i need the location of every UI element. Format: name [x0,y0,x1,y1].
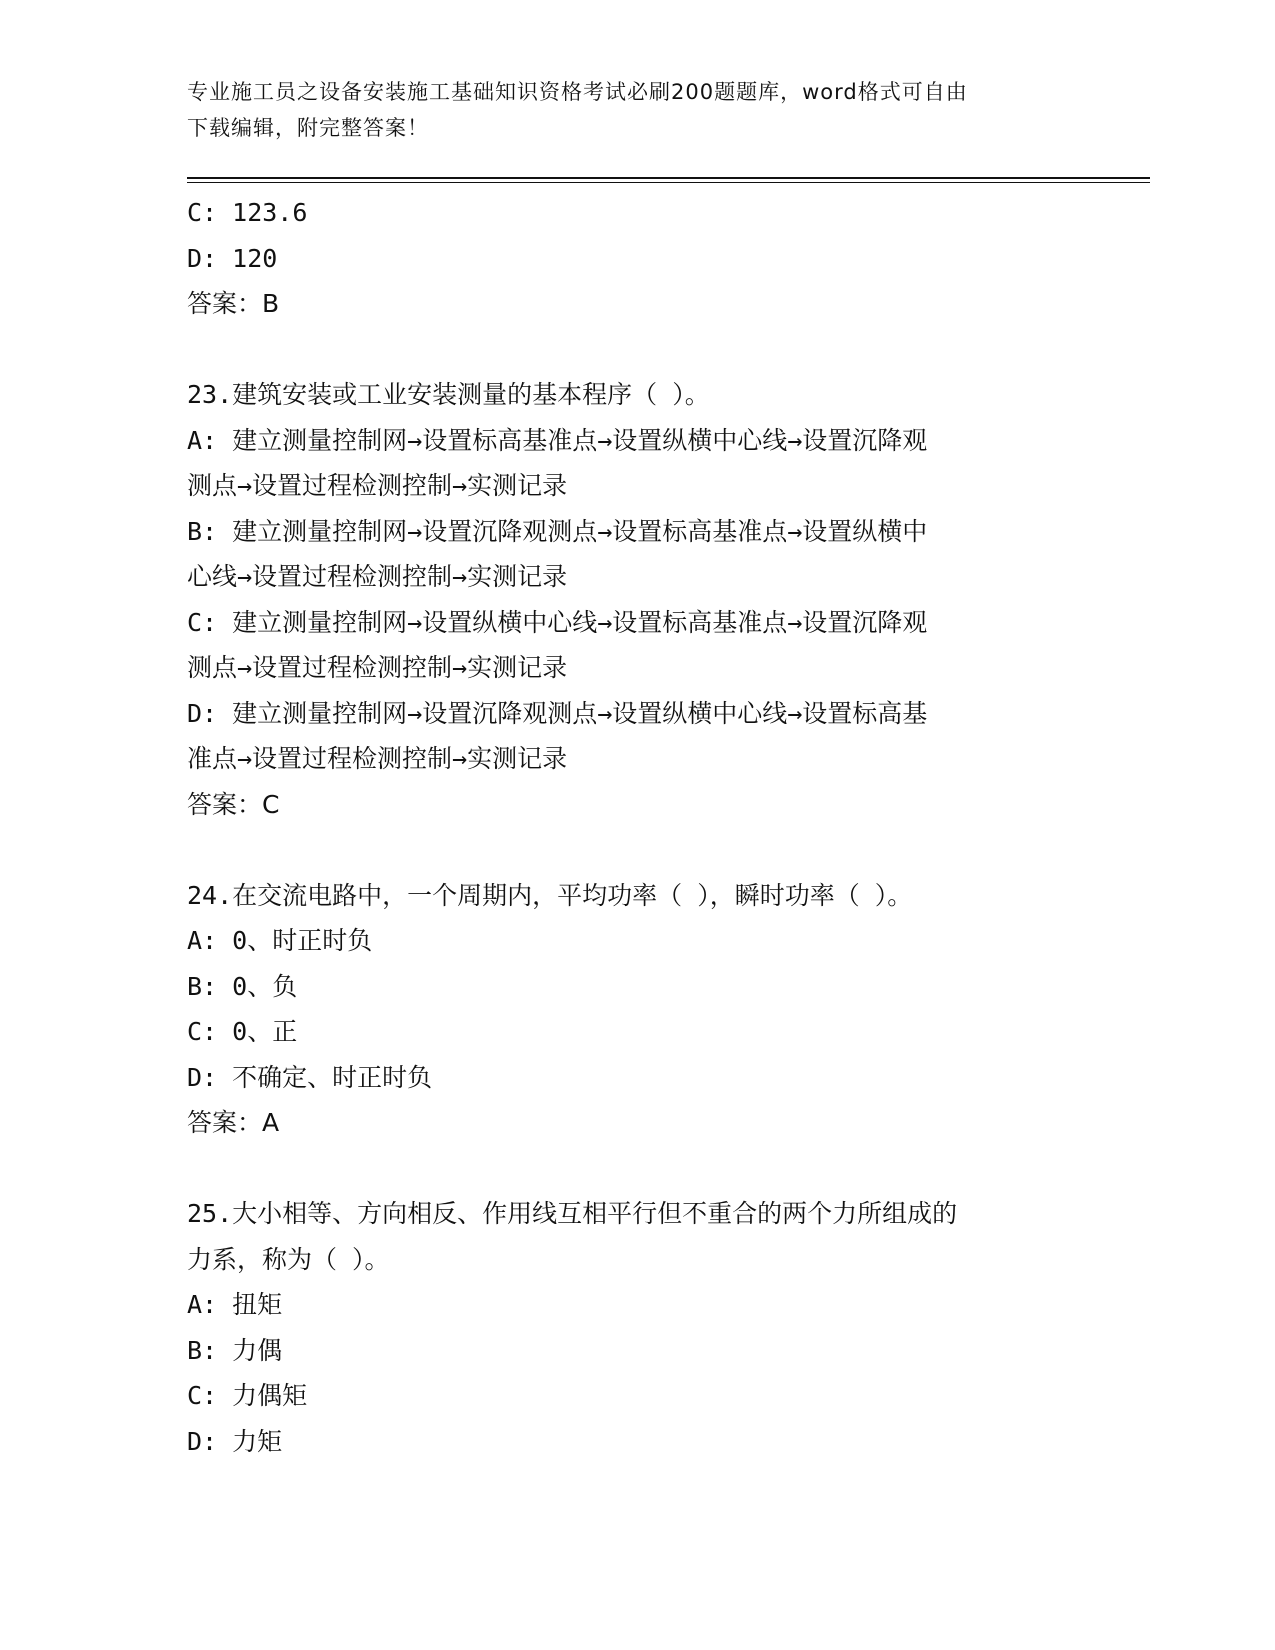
q23-option-d-line-2: 准点→设置过程检测控制→实测记录 [187,744,568,773]
q23-option-d-line-1: D: 建立测量控制网→设置沉降观测点→设置纵横中心线→设置标高基 [187,698,928,728]
q23-option-c-line-1: C: 建立测量控制网→设置纵横中心线→设置标高基准点→设置沉降观 [187,607,928,637]
q22-option-c: C: 123.6 [187,198,308,227]
header-divider-thin [187,182,1150,183]
document-body [187,190,1087,1464]
q25-option-b: B: 力偶 [187,1335,283,1365]
q25-option-a: A: 扭矩 [187,1290,283,1319]
q25-option-c: C: 力偶矩 [187,1381,308,1410]
q24-question: 24.在交流电路中，一个周期内，平均功率（ ），瞬时功率（ ）。 [187,880,913,910]
q23-option-b-line-2: 心线→设置过程检测控制→实测记录 [187,562,568,591]
question-23-block [187,372,1087,827]
q22-answer: 答案：B [187,289,280,318]
q23-option-b-line-1: B: 建立测量控制网→设置沉降观测点→设置标高基准点→设置纵横中 [187,516,928,546]
question-25-block [187,1191,1087,1464]
q24-option-a: A: 0、时正时负 [187,926,373,955]
q25-question-line-1: 25.大小相等、方向相反、作用线互相平行但不重合的两个力所组成的 [187,1199,958,1228]
q23-answer: 答案：C [187,789,280,819]
spacer [187,327,1087,373]
q24-answer: 答案：A [187,1108,280,1137]
q24-option-b: B: 0、负 [187,971,298,1001]
document-header [187,74,1067,146]
question-24-block [187,873,1087,1146]
q25-option-d: D: 力矩 [187,1426,283,1456]
spacer [187,827,1087,873]
q23-option-a-line-2: 测点→设置过程检测控制→实测记录 [187,471,568,500]
q23-option-a-line-1: A: 建立测量控制网→设置标高基准点→设置纵横中心线→设置沉降观 [187,425,928,455]
q23-option-c-line-2: 测点→设置过程检测控制→实测记录 [187,653,568,682]
q25-question-line-2: 力系，称为（ ）。 [187,1244,390,1274]
header-title-line-1: 专业施工员之设备安装施工基础知识资格考试必刷200题题库，word格式可自由 [187,80,968,104]
header-title-line-2: 下载编辑，附完整答案！ [187,116,429,140]
q24-option-c: C: 0、正 [187,1017,298,1046]
q24-option-d: D: 不确定、时正时负 [187,1062,433,1092]
spacer [187,1146,1087,1192]
q22-option-d: D: 120 [187,243,278,273]
question-22-block [187,190,1087,327]
q23-question: 23.建筑安装或工业安装测量的基本程序（ ）。 [187,380,710,409]
header-divider-thick [187,177,1150,179]
